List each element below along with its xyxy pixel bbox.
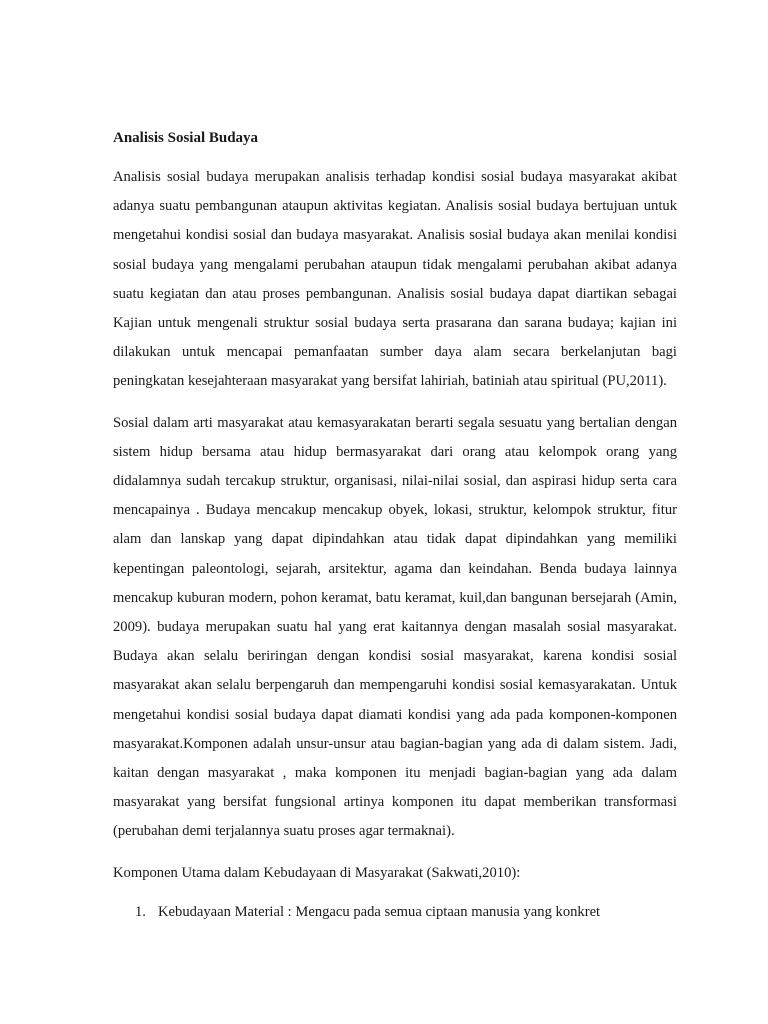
document-heading: Analisis Sosial Budaya — [113, 130, 259, 146]
paragraph-analisis: Analisis sosial budaya merupakan analisis terhadap kondisi sosial budaya masyarakat akibat adanya suatu pembangunan ataupun aktivitas kegiatan. Analisis sosial budaya bertujuan untuk mengetahui kondisi sosial dan budaya masyarakat. Analisis sosial budaya akan menilai kondisi sosial budaya yang mengalami perubahan ataupun tidak mengalami perubahan akibat adanya suatu kegiatan dan atau proses pembangunan. Analisis sosial budaya dapat diartikan sebagai Kajian untuk mengenali struktur sosial budaya serta prasarana dan sarana budaya; kajian ini dilakukan untuk mencapai pemanfaatan sumber daya alam secara berkelanjutan bagi peningkatan kesejahteraan masyarakat yang bersifat lahiriah, batiniah atau spiritual (PU,2011). — [113, 169, 677, 390]
document-page — [113, 123, 677, 927]
list-item — [113, 898, 677, 927]
components-list — [113, 898, 677, 927]
list-item-text: Kebudayaan Material : Mengacu pada semua ciptaan manusia yang konkret — [158, 903, 601, 920]
list-intro: Komponen Utama dalam Kebudayaan di Masyarakat (Sakwati,2010): — [113, 864, 521, 881]
paragraph-sosial: Sosial dalam arti masyarakat atau kemasyarakatan berarti segala sesuatu yang bertalian dengan sistem hidup bersama atau hidup bermasyarakat dari orang atau kelompok orang yang didalamnya sudah tercakup struktur, organisasi, nilai-nilai sosial, dan aspirasi hidup serta cara mencapainya . Budaya mencakup mencakup obyek, lokasi, struktur, kelompok struktur, fitur alam dan lanskap yang dapat dipindahkan atau tidak dapat dipindahkan yang memiliki kepentingan paleontologi, sejarah, arsitektur, agama dan keindahan. Benda budaya lainnya mencakup kuburan modern, pohon keramat, batu keramat, kuil,dan bangunan bersejarah (Amin, 2009). budaya merupakan suatu hal yang erat kaitannya dengan masalah sosial masyarakat. Budaya akan selalu beriringan dengan kondisi sosial masyarakat, karena kondisi sosial masyarakat akan selalu berpengaruh dan mempengaruhi kondisi sosial kemasyarakatan. Untuk mengetahui kondisi sosial budaya dapat diamati kondisi yang ada pada komponen-komponen masyarakat.Komponen adalah unsur-unsur atau bagian-bagian yang ada di dalam sistem. Jadi, kaitan dengan masyarakat , maka komponen itu menjadi bagian-bagian yang ada dalam masyarakat yang bersifat fungsional artinya komponen itu dapat memberikan transformasi (perubahan demi terjalannya suatu proses agar termaknai). — [113, 414, 677, 840]
list-item-number: 1. — [135, 903, 146, 920]
